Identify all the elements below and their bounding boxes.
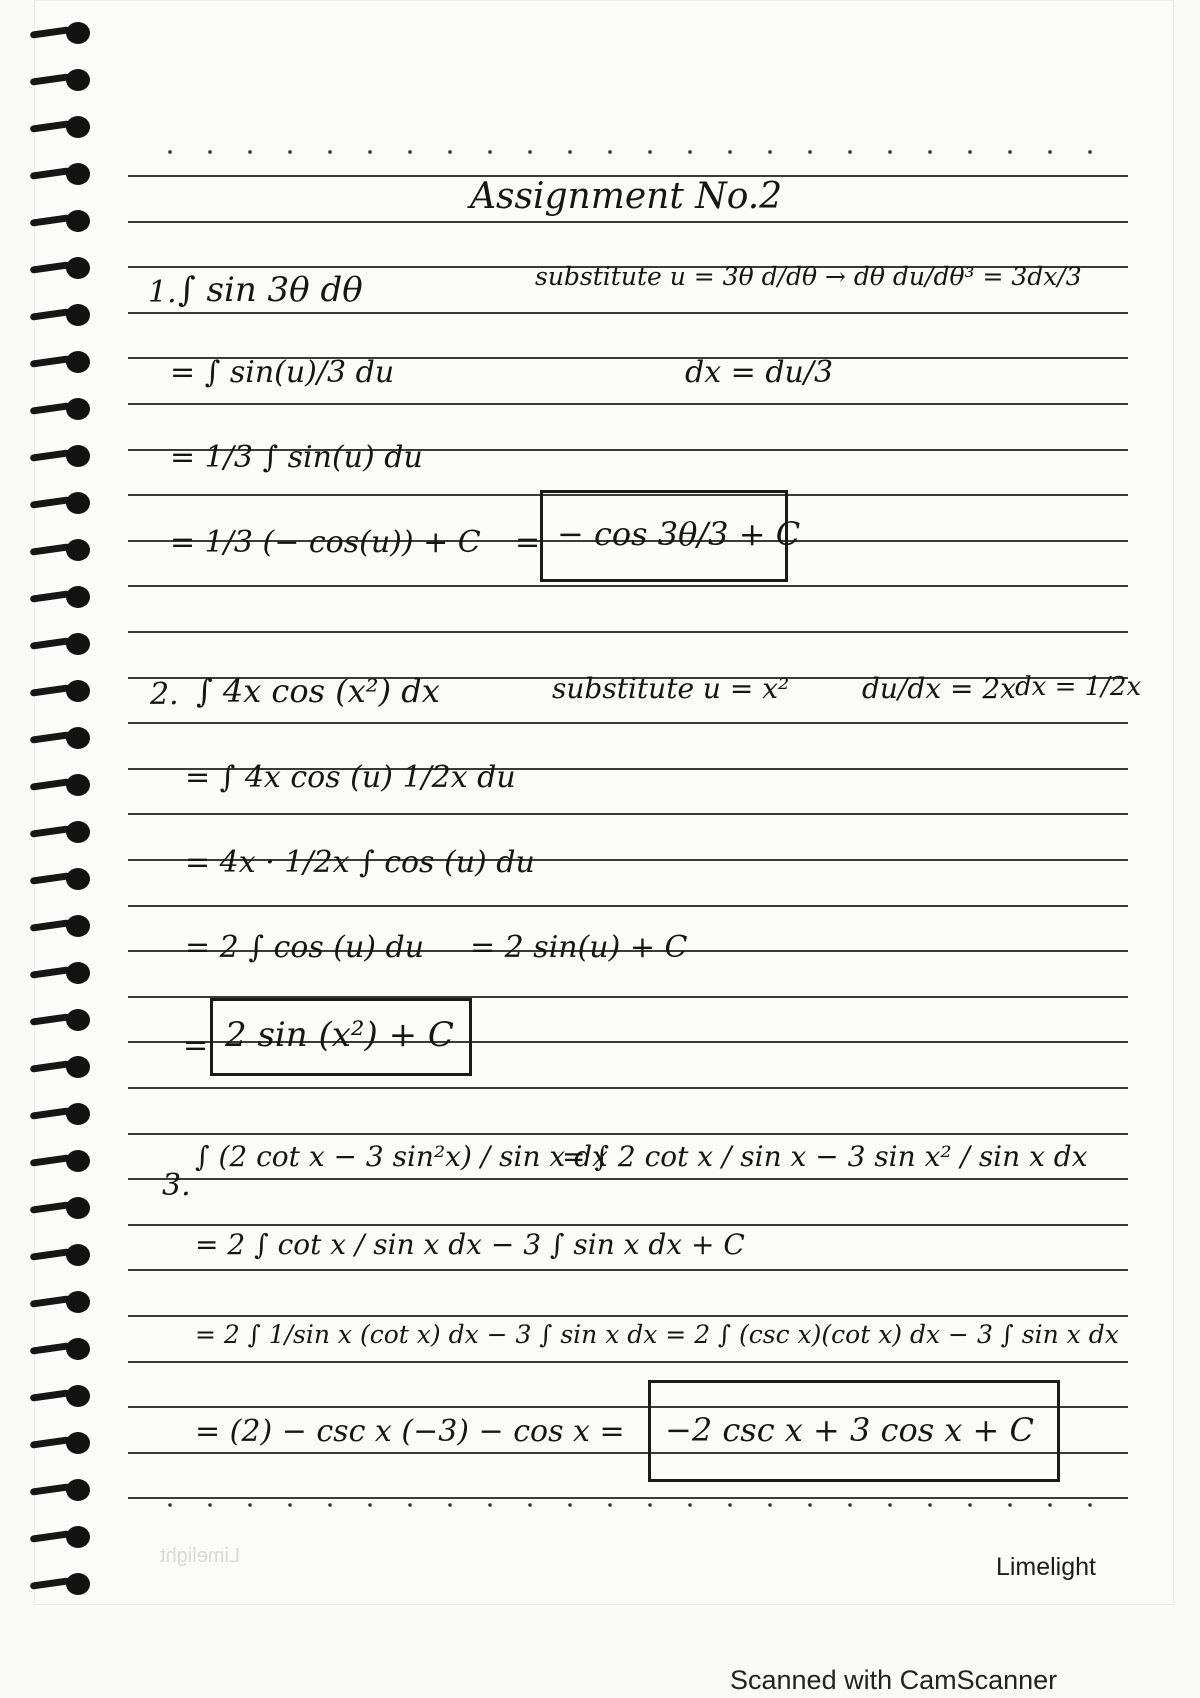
spiral-ring: [30, 725, 92, 751]
ring-hole: [66, 257, 90, 279]
problem-2-answer-box: [210, 998, 472, 1076]
ring-hole: [66, 727, 90, 749]
ruled-line: [128, 1087, 1128, 1089]
ring-wire: [30, 261, 71, 273]
spiral-ring: [30, 866, 92, 892]
ring-wire: [30, 1154, 71, 1166]
problem-3-integral: ∫ (2 cot x − 3 sin²x) / sin x dx: [195, 1140, 608, 1173]
spiral-ring: [30, 1148, 92, 1174]
ring-hole: [66, 1056, 90, 1078]
ring-wire: [30, 26, 71, 38]
ring-hole: [66, 1479, 90, 1501]
spiral-ring: [30, 1524, 92, 1550]
ring-wire: [30, 402, 71, 414]
ring-wire: [30, 1013, 71, 1025]
problem-3-answer-box: [648, 1380, 1060, 1482]
spiral-ring: [30, 584, 92, 610]
ring-hole: [66, 445, 90, 467]
ring-hole: [66, 22, 90, 44]
spiral-ring: [30, 443, 92, 469]
ring-wire: [30, 590, 71, 602]
ring-hole: [66, 821, 90, 843]
ring-wire: [30, 214, 71, 226]
problem-1-number: 1.: [148, 275, 177, 310]
spiral-ring: [30, 302, 92, 328]
ring-hole: [66, 962, 90, 984]
ring-wire: [30, 73, 71, 85]
spiral-ring: [30, 678, 92, 704]
ring-hole: [66, 304, 90, 326]
problem-2-integral: ∫ 4x cos (x²) dx: [196, 672, 440, 710]
bottom-dot-margin: [150, 1503, 1110, 1507]
ring-hole: [66, 116, 90, 138]
ring-wire: [30, 872, 71, 884]
spiral-ring: [30, 1430, 92, 1456]
ring-wire: [30, 919, 71, 931]
ruled-line: [128, 905, 1128, 907]
ruled-line: [128, 722, 1128, 724]
problem-2-substitution: substitute u = x²: [552, 672, 790, 705]
mirrored-brand: Limelight: [160, 1545, 241, 1567]
ring-wire: [30, 778, 71, 790]
top-dot-margin: [150, 150, 1110, 154]
problem-2-equals: =: [183, 1028, 209, 1063]
ring-hole: [66, 1009, 90, 1031]
ring-hole: [66, 1103, 90, 1125]
spiral-ring: [30, 819, 92, 845]
ring-wire: [30, 1389, 71, 1401]
ruled-line: [128, 1497, 1128, 1499]
spiral-ring: [30, 67, 92, 93]
spiral-ring: [30, 1054, 92, 1080]
ring-wire: [30, 355, 71, 367]
problem-2-dx: dx = 1/2x: [1015, 672, 1142, 702]
problem-1-sub-dx: dx = du/3: [685, 355, 834, 390]
spiral-ring: [30, 255, 92, 281]
problem-3-number: 3.: [162, 1168, 191, 1203]
ring-hole: [66, 398, 90, 420]
ruled-line: [128, 1133, 1128, 1135]
spiral-ring: [30, 20, 92, 46]
spiral-ring: [30, 208, 92, 234]
page-title: Assignment No.2: [470, 176, 783, 217]
ring-wire: [30, 966, 71, 978]
problem-2-number: 2.: [150, 677, 179, 712]
spiral-ring: [30, 349, 92, 375]
problem-1-step-1: = ∫ sin(u)/3 du: [170, 355, 395, 390]
ring-hole: [66, 774, 90, 796]
ring-hole: [66, 492, 90, 514]
ring-wire: [30, 1342, 71, 1354]
ring-wire: [30, 1060, 71, 1072]
problem-3-split: = ∫ 2 cot x / sin x − 3 sin x² / sin x dx: [562, 1140, 1088, 1173]
ruled-line: [128, 585, 1128, 587]
notebook-paper: [34, 0, 1174, 1605]
problem-2-step-4: = 2 sin(u) + C: [470, 930, 688, 965]
problem-2-answer: 2 sin (x²) + C: [225, 1015, 454, 1055]
ring-wire: [30, 731, 71, 743]
ring-wire: [30, 496, 71, 508]
ring-hole: [66, 915, 90, 937]
ring-hole: [66, 1338, 90, 1360]
ring-wire: [30, 825, 71, 837]
ruled-line: [128, 813, 1128, 815]
ring-hole: [66, 351, 90, 373]
ring-wire: [30, 1530, 71, 1542]
ruled-line: [128, 221, 1128, 223]
problem-1-substitution: substitute u = 3θ d/dθ → dθ du/dθ³ = 3dx/3: [535, 262, 1082, 291]
ring-hole: [66, 1526, 90, 1548]
ring-wire: [30, 449, 71, 461]
ring-hole: [66, 868, 90, 890]
scanner-watermark: Scanned with CamScanner: [730, 1665, 1058, 1695]
ring-hole: [66, 1432, 90, 1454]
ring-hole: [66, 633, 90, 655]
problem-2-step-1: = ∫ 4x cos (u) 1/2x du: [185, 760, 516, 795]
ring-hole: [66, 1291, 90, 1313]
ring-hole: [66, 586, 90, 608]
spiral-ring: [30, 960, 92, 986]
ring-hole: [66, 1573, 90, 1595]
problem-3-answer: −2 csc x + 3 cos x + C: [665, 1411, 1034, 1449]
spiral-ring: [30, 772, 92, 798]
ring-hole: [66, 163, 90, 185]
ruled-line: [128, 312, 1128, 314]
problem-3-step-1: = 2 ∫ cot x / sin x dx − 3 ∫ sin x dx + C: [195, 1228, 745, 1261]
ruled-line: [128, 631, 1128, 633]
ring-wire: [30, 120, 71, 132]
spiral-ring: [30, 490, 92, 516]
notebook-brand: Limelight: [995, 1553, 1096, 1581]
problem-2-derivative: du/dx = 2x: [862, 672, 1016, 705]
spiral-binding: [30, 20, 100, 1600]
ring-hole: [66, 1197, 90, 1219]
problem-1-integral: ∫ sin 3θ dθ: [178, 270, 363, 310]
ruled-line: [128, 1315, 1128, 1317]
spiral-ring: [30, 1289, 92, 1315]
spiral-ring: [30, 114, 92, 140]
problem-1-step-3: = 1/3 (− cos(u)) + C: [170, 525, 481, 560]
spiral-ring: [30, 1571, 92, 1597]
ruled-line: [128, 403, 1128, 405]
ring-wire: [30, 1483, 71, 1495]
spiral-ring: [30, 1336, 92, 1362]
ring-wire: [30, 1248, 71, 1260]
problem-2-step-3: = 2 ∫ cos (u) du: [185, 930, 425, 965]
problem-1-equals: =: [515, 525, 541, 560]
ring-hole: [66, 1244, 90, 1266]
problem-1-answer: − cos 3θ/3 + C: [557, 515, 801, 553]
spiral-ring: [30, 1195, 92, 1221]
ruled-line: [128, 1361, 1128, 1363]
ring-hole: [66, 210, 90, 232]
spiral-ring: [30, 631, 92, 657]
spiral-ring: [30, 1101, 92, 1127]
ring-hole: [66, 680, 90, 702]
ring-wire: [30, 684, 71, 696]
ring-wire: [30, 1295, 71, 1307]
ring-hole: [66, 69, 90, 91]
problem-1-answer-box: [540, 490, 801, 582]
ring-wire: [30, 167, 71, 179]
ring-wire: [30, 308, 71, 320]
ring-hole: [66, 539, 90, 561]
spiral-ring: [30, 1007, 92, 1033]
ring-wire: [30, 543, 71, 555]
spiral-ring: [30, 1383, 92, 1409]
problem-1-step-2: = 1/3 ∫ sin(u) du: [170, 440, 423, 475]
problem-3-step-2: = 2 ∫ 1/sin x (cot x) dx − 3 ∫ sin x dx = 2 ∫ (csc x)(cot x) dx − 3 ∫ sin x dx: [195, 1320, 1119, 1349]
spiral-ring: [30, 913, 92, 939]
problem-2-step-2: = 4x · 1/2x ∫ cos (u) du: [185, 845, 535, 880]
ring-wire: [30, 1201, 71, 1213]
ring-wire: [30, 1577, 71, 1589]
ring-wire: [30, 1107, 71, 1119]
ruled-line: [128, 1269, 1128, 1271]
spiral-ring: [30, 1477, 92, 1503]
problem-3-step-3: = (2) − csc x (−3) − cos x =: [195, 1414, 625, 1449]
ring-hole: [66, 1385, 90, 1407]
ring-wire: [30, 637, 71, 649]
ruled-line: [128, 1224, 1128, 1226]
spiral-ring: [30, 396, 92, 422]
spiral-ring: [30, 161, 92, 187]
spiral-ring: [30, 1242, 92, 1268]
spiral-ring: [30, 537, 92, 563]
ring-hole: [66, 1150, 90, 1172]
ruled-line: [128, 1178, 1128, 1180]
ring-wire: [30, 1436, 71, 1448]
